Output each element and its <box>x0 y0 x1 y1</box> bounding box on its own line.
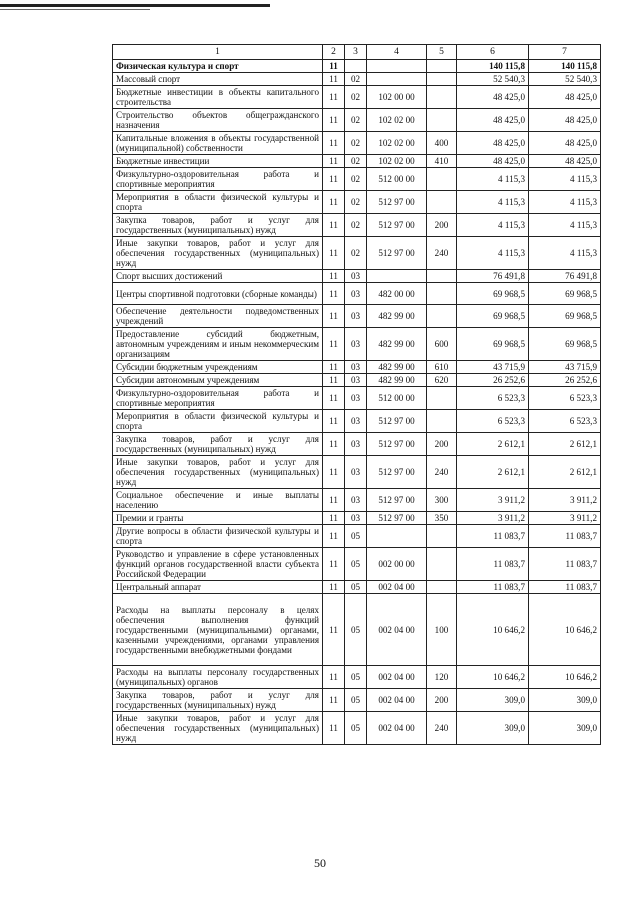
table-row <box>113 328 601 361</box>
subsection-code: 03 <box>345 512 367 525</box>
subsection-code: 05 <box>345 525 367 548</box>
top-rule-thin <box>0 9 150 10</box>
row-name: Закупка товаров, работ и услуг для государственных (муниципальных) нужд <box>113 214 323 237</box>
target-code: 482 99 00 <box>367 361 427 374</box>
header-cell: 2 <box>323 45 345 60</box>
table-row <box>113 456 601 489</box>
amount-col7: 11 083,7 <box>529 548 601 581</box>
amount-col7: 11 083,7 <box>529 525 601 548</box>
amount-col7: 6 523,3 <box>529 387 601 410</box>
table-row <box>113 666 601 689</box>
amount-col7: 309,0 <box>529 712 601 745</box>
table-header-row <box>113 45 601 60</box>
table-row <box>113 86 601 109</box>
target-code: 512 97 00 <box>367 191 427 214</box>
expense-type-code <box>427 86 457 109</box>
expense-type-code <box>427 109 457 132</box>
expense-type-code: 410 <box>427 155 457 168</box>
amount-col7: 140 115,8 <box>529 60 601 73</box>
table-row <box>113 512 601 525</box>
section-code: 11 <box>323 512 345 525</box>
expense-type-code <box>427 387 457 410</box>
amount-col6: 10 646,2 <box>457 594 529 666</box>
table-row <box>113 132 601 155</box>
target-code: 512 97 00 <box>367 433 427 456</box>
target-code: 512 97 00 <box>367 237 427 270</box>
expense-type-code <box>427 581 457 594</box>
subsection-code: 05 <box>345 581 367 594</box>
table-row <box>113 109 601 132</box>
expense-type-code: 120 <box>427 666 457 689</box>
target-code: 482 99 00 <box>367 328 427 361</box>
table-row <box>113 489 601 512</box>
expense-type-code <box>427 305 457 328</box>
target-code: 512 97 00 <box>367 410 427 433</box>
target-code: 002 04 00 <box>367 594 427 666</box>
target-code: 002 04 00 <box>367 581 427 594</box>
target-code: 482 99 00 <box>367 305 427 328</box>
amount-col6: 52 540,3 <box>457 73 529 86</box>
table-row <box>113 155 601 168</box>
amount-col6: 69 968,5 <box>457 305 529 328</box>
amount-col7: 4 115,3 <box>529 237 601 270</box>
table-row <box>113 548 601 581</box>
amount-col7: 6 523,3 <box>529 410 601 433</box>
row-name: Иные закупки товаров, работ и услуг для обеспечения государственных (муниципальных) нужд <box>113 456 323 489</box>
amount-col7: 26 252,6 <box>529 374 601 387</box>
table-row <box>113 594 601 666</box>
subsection-code: 03 <box>345 489 367 512</box>
expense-type-code: 200 <box>427 433 457 456</box>
table-row <box>113 712 601 745</box>
amount-col6: 76 491,8 <box>457 270 529 283</box>
table-row <box>113 689 601 712</box>
table-row <box>113 191 601 214</box>
amount-col6: 3 911,2 <box>457 489 529 512</box>
row-name: Премии и гранты <box>113 512 323 525</box>
subsection-code: 02 <box>345 86 367 109</box>
expense-type-code <box>427 548 457 581</box>
subsection-code: 05 <box>345 594 367 666</box>
amount-col7: 48 425,0 <box>529 109 601 132</box>
target-code: 512 00 00 <box>367 168 427 191</box>
subsection-code: 05 <box>345 548 367 581</box>
expense-type-code <box>427 191 457 214</box>
section-code: 11 <box>323 214 345 237</box>
expense-type-code: 240 <box>427 456 457 489</box>
target-code: 512 97 00 <box>367 512 427 525</box>
amount-col7: 4 115,3 <box>529 168 601 191</box>
target-code <box>367 60 427 73</box>
table-row <box>113 270 601 283</box>
row-name: Физкультурно-оздоровительная работа и спортивные мероприятия <box>113 387 323 410</box>
section-code: 11 <box>323 283 345 305</box>
table-row <box>113 60 601 73</box>
table-row <box>113 374 601 387</box>
amount-col6: 69 968,5 <box>457 328 529 361</box>
amount-col6: 26 252,6 <box>457 374 529 387</box>
amount-col6: 11 083,7 <box>457 525 529 548</box>
header-cell: 7 <box>529 45 601 60</box>
expense-type-code <box>427 270 457 283</box>
target-code: 512 97 00 <box>367 456 427 489</box>
amount-col7: 48 425,0 <box>529 132 601 155</box>
expense-type-code: 620 <box>427 374 457 387</box>
table-row <box>113 525 601 548</box>
subsection-code: 03 <box>345 361 367 374</box>
expense-type-code: 200 <box>427 689 457 712</box>
row-name: Субсидии автономным учреждениям <box>113 374 323 387</box>
subsection-code: 05 <box>345 666 367 689</box>
amount-col6: 6 523,3 <box>457 410 529 433</box>
section-code: 11 <box>323 60 345 73</box>
row-name: Субсидии бюджетным учреждениям <box>113 361 323 374</box>
amount-col7: 48 425,0 <box>529 155 601 168</box>
section-code: 11 <box>323 132 345 155</box>
amount-col6: 140 115,8 <box>457 60 529 73</box>
section-code: 11 <box>323 456 345 489</box>
row-name: Центры спортивной подготовки (сборные команды) <box>113 283 323 305</box>
table-row <box>113 237 601 270</box>
section-code: 11 <box>323 666 345 689</box>
subsection-code: 03 <box>345 374 367 387</box>
target-code: 002 04 00 <box>367 666 427 689</box>
table-row <box>113 387 601 410</box>
expense-type-code <box>427 168 457 191</box>
amount-col6: 48 425,0 <box>457 155 529 168</box>
amount-col7: 10 646,2 <box>529 666 601 689</box>
subsection-code: 02 <box>345 168 367 191</box>
expense-type-code <box>427 283 457 305</box>
row-name: Бюджетные инвестиции в объекты капитального строительства <box>113 86 323 109</box>
subsection-code: 02 <box>345 214 367 237</box>
row-name: Социальное обеспечение и иные выплаты населению <box>113 489 323 512</box>
expense-type-code: 600 <box>427 328 457 361</box>
amount-col6: 48 425,0 <box>457 86 529 109</box>
subsection-code: 05 <box>345 712 367 745</box>
table-row <box>113 283 601 305</box>
expense-type-code: 400 <box>427 132 457 155</box>
top-rule <box>0 4 270 7</box>
section-code: 11 <box>323 581 345 594</box>
row-name: Обеспечение деятельности подведомственных учреждений <box>113 305 323 328</box>
amount-col6: 11 083,7 <box>457 548 529 581</box>
row-name: Мероприятия в области физической культуры и спорта <box>113 191 323 214</box>
section-code: 11 <box>323 374 345 387</box>
subsection-code: 05 <box>345 689 367 712</box>
section-code: 11 <box>323 305 345 328</box>
header-cell: 1 <box>113 45 323 60</box>
table-row <box>113 73 601 86</box>
header-cell: 3 <box>345 45 367 60</box>
expense-type-code: 610 <box>427 361 457 374</box>
row-name: Другие вопросы в области физической культуры и спорта <box>113 525 323 548</box>
expense-type-code: 200 <box>427 214 457 237</box>
amount-col7: 69 968,5 <box>529 283 601 305</box>
expense-type-code: 350 <box>427 512 457 525</box>
amount-col6: 48 425,0 <box>457 132 529 155</box>
amount-col7: 10 646,2 <box>529 594 601 666</box>
row-name: Руководство и управление в сфере установленных функций органов государственной власти субъекта Российской Федерации <box>113 548 323 581</box>
subsection-code: 02 <box>345 109 367 132</box>
expense-type-code: 240 <box>427 712 457 745</box>
target-code: 102 02 00 <box>367 155 427 168</box>
amount-col7: 3 911,2 <box>529 489 601 512</box>
subsection-code: 03 <box>345 456 367 489</box>
expense-type-code <box>427 60 457 73</box>
amount-col7: 4 115,3 <box>529 214 601 237</box>
section-code: 11 <box>323 361 345 374</box>
row-name: Расходы на выплаты персоналу государственных (муниципальных) органов <box>113 666 323 689</box>
amount-col7: 309,0 <box>529 689 601 712</box>
header-cell: 4 <box>367 45 427 60</box>
amount-col7: 2 612,1 <box>529 433 601 456</box>
amount-col7: 69 968,5 <box>529 328 601 361</box>
target-code: 102 02 00 <box>367 109 427 132</box>
amount-col7: 48 425,0 <box>529 86 601 109</box>
amount-col7: 2 612,1 <box>529 456 601 489</box>
amount-col7: 3 911,2 <box>529 512 601 525</box>
amount-col6: 48 425,0 <box>457 109 529 132</box>
expense-type-code <box>427 525 457 548</box>
target-code: 002 04 00 <box>367 689 427 712</box>
target-code: 102 00 00 <box>367 86 427 109</box>
header-cell: 6 <box>457 45 529 60</box>
amount-col6: 4 115,3 <box>457 214 529 237</box>
section-code: 11 <box>323 86 345 109</box>
amount-col6: 43 715,9 <box>457 361 529 374</box>
row-name: Иные закупки товаров, работ и услуг для обеспечения государственных (муниципальных) нужд <box>113 237 323 270</box>
row-name: Предоставление субсидий бюджетным, автономным учреждениям и иным некоммерческим организациям <box>113 328 323 361</box>
amount-col7: 76 491,8 <box>529 270 601 283</box>
target-code: 102 02 00 <box>367 132 427 155</box>
table-row <box>113 433 601 456</box>
target-code <box>367 270 427 283</box>
expense-type-code: 300 <box>427 489 457 512</box>
amount-col6: 3 911,2 <box>457 512 529 525</box>
row-name: Закупка товаров, работ и услуг для государственных (муниципальных) нужд <box>113 689 323 712</box>
row-name: Спорт высших достижений <box>113 270 323 283</box>
row-name: Иные закупки товаров, работ и услуг для обеспечения государственных (муниципальных) нужд <box>113 712 323 745</box>
table-row <box>113 214 601 237</box>
section-code: 11 <box>323 168 345 191</box>
expense-type-code <box>427 73 457 86</box>
amount-col7: 4 115,3 <box>529 191 601 214</box>
target-code: 002 04 00 <box>367 712 427 745</box>
section-code: 11 <box>323 712 345 745</box>
section-code: 11 <box>323 270 345 283</box>
section-code: 11 <box>323 489 345 512</box>
section-code: 11 <box>323 548 345 581</box>
subsection-code: 02 <box>345 237 367 270</box>
row-name: Капитальные вложения в объекты государственной (муниципальной) собственности <box>113 132 323 155</box>
row-name: Физкультурно-оздоровительная работа и спортивные мероприятия <box>113 168 323 191</box>
amount-col7: 52 540,3 <box>529 73 601 86</box>
row-name: Расходы на выплаты персоналу в целях обеспечения выполнения функций государственными (муниципальными) органами, казенными учреждениями, органами управления государственными внебюджетными фондами <box>113 594 323 666</box>
amount-col7: 11 083,7 <box>529 581 601 594</box>
row-name: Бюджетные инвестиции <box>113 155 323 168</box>
table-row <box>113 305 601 328</box>
amount-col6: 309,0 <box>457 689 529 712</box>
amount-col6: 10 646,2 <box>457 666 529 689</box>
amount-col6: 11 083,7 <box>457 581 529 594</box>
subsection-code: 03 <box>345 433 367 456</box>
subsection-code: 03 <box>345 270 367 283</box>
section-code: 11 <box>323 155 345 168</box>
target-code: 512 00 00 <box>367 387 427 410</box>
amount-col7: 43 715,9 <box>529 361 601 374</box>
section-code: 11 <box>323 109 345 132</box>
section-code: 11 <box>323 410 345 433</box>
section-code: 11 <box>323 237 345 270</box>
subsection-code <box>345 60 367 73</box>
amount-col6: 309,0 <box>457 712 529 745</box>
target-code: 512 97 00 <box>367 214 427 237</box>
amount-col6: 6 523,3 <box>457 387 529 410</box>
subsection-code: 02 <box>345 155 367 168</box>
subsection-code: 03 <box>345 387 367 410</box>
target-code <box>367 73 427 86</box>
section-code: 11 <box>323 689 345 712</box>
target-code: 482 00 00 <box>367 283 427 305</box>
amount-col7: 69 968,5 <box>529 305 601 328</box>
page-number: 50 <box>314 856 326 870</box>
budget-table <box>112 44 601 745</box>
section-code: 11 <box>323 328 345 361</box>
table-row <box>113 410 601 433</box>
target-code: 002 00 00 <box>367 548 427 581</box>
subsection-code: 03 <box>345 305 367 328</box>
section-code: 11 <box>323 387 345 410</box>
subsection-code: 03 <box>345 328 367 361</box>
amount-col6: 2 612,1 <box>457 433 529 456</box>
row-name: Закупка товаров, работ и услуг для государственных (муниципальных) нужд <box>113 433 323 456</box>
table-row <box>113 361 601 374</box>
section-code: 11 <box>323 191 345 214</box>
row-name: Строительство объектов общегражданского назначения <box>113 109 323 132</box>
table-row <box>113 168 601 191</box>
subsection-code: 03 <box>345 283 367 305</box>
expense-type-code: 100 <box>427 594 457 666</box>
subsection-code: 02 <box>345 191 367 214</box>
amount-col6: 2 612,1 <box>457 456 529 489</box>
subsection-code: 02 <box>345 132 367 155</box>
subsection-code: 02 <box>345 73 367 86</box>
target-code: 512 97 00 <box>367 489 427 512</box>
expense-type-code: 240 <box>427 237 457 270</box>
amount-col6: 4 115,3 <box>457 191 529 214</box>
section-code: 11 <box>323 525 345 548</box>
table-row <box>113 581 601 594</box>
amount-col6: 4 115,3 <box>457 168 529 191</box>
row-name: Центральный аппарат <box>113 581 323 594</box>
row-name: Мероприятия в области физической культуры и спорта <box>113 410 323 433</box>
expense-type-code <box>427 410 457 433</box>
amount-col6: 4 115,3 <box>457 237 529 270</box>
section-code: 11 <box>323 73 345 86</box>
section-code: 11 <box>323 594 345 666</box>
amount-col6: 69 968,5 <box>457 283 529 305</box>
section-code: 11 <box>323 433 345 456</box>
target-code: 482 99 00 <box>367 374 427 387</box>
row-name: Массовый спорт <box>113 73 323 86</box>
row-name: Физическая культура и спорт <box>113 60 323 73</box>
header-cell: 5 <box>427 45 457 60</box>
subsection-code: 03 <box>345 410 367 433</box>
target-code <box>367 525 427 548</box>
